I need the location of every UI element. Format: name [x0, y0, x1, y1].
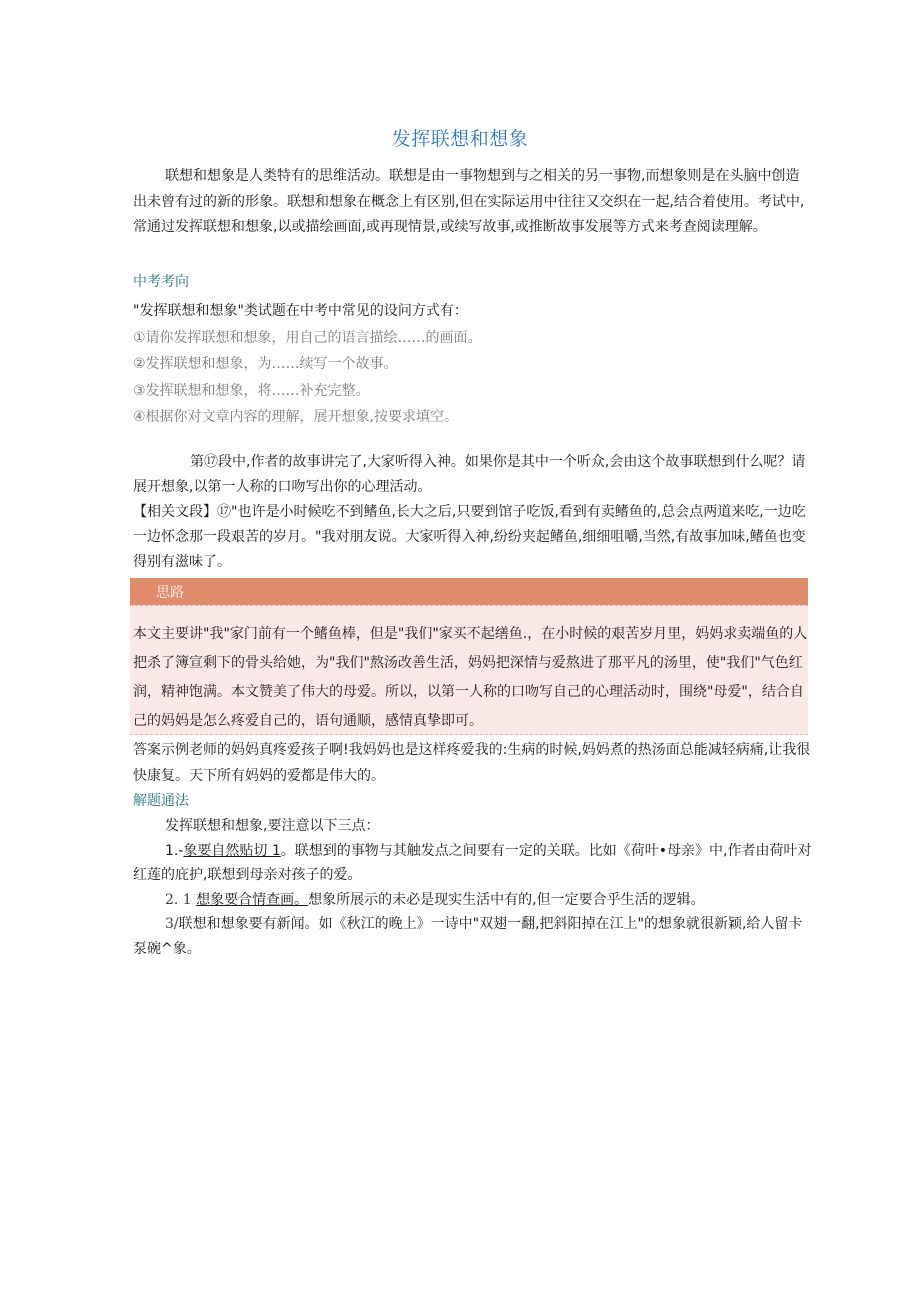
intro-paragraph [133, 164, 813, 241]
example-task [133, 450, 813, 575]
heading-exam-direction: 中考考向 [133, 274, 189, 290]
point-key: 想象要合情查画。 [196, 891, 309, 908]
method-point-3 [133, 912, 813, 961]
method-point-2 [133, 888, 813, 913]
thought-header [130, 578, 808, 605]
point-text: 想象所展示的未必是现实生活中有的,但一定要合乎生活的逻辑。 [308, 891, 705, 908]
point-number: 3/ [165, 916, 179, 932]
list-item: ③发挥联想和想象，将……补充完整。 [133, 382, 370, 399]
point-number: 1.- [165, 842, 184, 859]
task-passage: 【相关文段】⑰"也许是小时候吃不到鳍鱼,长大之后,只要到馆子吃饭,看到有卖鳍鱼的,总会点两道来吃,一边吃一边怀念那一段艰苦的岁月。"我对朋友说。大家听得入神,纷纷夹起鳍鱼,细细咀嚼,当然,有故事加味,鳍鱼也变得别有滋味了。 [133, 504, 806, 570]
thought-text: 本文主要讲"我"家门前有一个鳍鱼棒，但是"我们"家买不起缮鱼.，在小时候的艰苦岁月里，妈妈求卖端鱼的人把杀了簿宣剩下的骨头给她，为"我们"熬汤改善生活，妈妈把深情与爱熬进了那平凡的汤里，使"我们"气色红润，精神饱满。本文赞美了伟大的母爱。所以，以第一人称的口吻写自己的心理活动时，围绕"母爱"，结合自己的妈妈是怎么疼爱自己的，语句通顺，感情真挚即可。 [133, 626, 808, 729]
point-text: 联想和想象要有新闻。如《秋江的晚上》一诗中"双翅一翻,把斜阳掉在江上"的想象就很新颖,给人留卡泵碗^象。 [133, 916, 803, 957]
list-item: ④根据你对文章内容的理解，展开想象,按要求填空。 [133, 409, 458, 426]
method-lead: 发挥联想和想象,要注意以下三点： [165, 818, 380, 834]
list-item: ②发挥联想和想象，为……续写一个故事。 [133, 356, 398, 373]
heading-solving-method: 解题通法 [133, 793, 189, 809]
method-point-1 [133, 839, 813, 888]
thought-label: 思路 [156, 585, 184, 601]
page-title: 发挥联想和想象 [391, 128, 529, 150]
method-section [133, 814, 813, 961]
point-text: 。联想到的事物与其触发点之间要有一定的关联。比如《荷叶•母亲》中,作者由荷叶对红莲的庇护,联想到母亲对孩子的爱。 [133, 842, 812, 883]
intro-text: 联想和想象是人类特有的思维活动。联想是由一事物想到与之相关的另一事物,而想象则是在头脑中创造出未曾有过的新的形象。联想和想象在概念上有区别,但在实际运用中往往又交织在一起,结合着使用。考试中,常通过发挥联想和想象,以或描绘画面,或再现情景,或续写故事,或推断故事发展等方式来考查阅读理解。 [133, 168, 805, 235]
point-key: 象要自然贴切 1 [183, 842, 281, 859]
point-number: 2. 1 [165, 891, 192, 908]
answer-example: 答案示例老师的妈妈真疼爱孩子啊!我妈妈也是这样疼爱我的:生病的时候,妈妈煮的热汤面总能减轻病痛,让我很快康复。天下所有妈妈的爱都是伟大的。 [133, 742, 811, 784]
question-format-list [133, 298, 813, 431]
task-question: 第⑰段中,作者的故事讲完了,大家听得入神。如果你是其中一个听众,会由这个故事联想到什么呢？请展开想象,以第一人称的口吻写出你的心理活动。 [133, 454, 806, 495]
list-item: ①请你发挥联想和想象，用自己的语言描绘……的画面。 [133, 329, 482, 346]
question-format-lead: "发挥联想和想象"类试题在中考中常见的设问方式有： [133, 303, 468, 319]
